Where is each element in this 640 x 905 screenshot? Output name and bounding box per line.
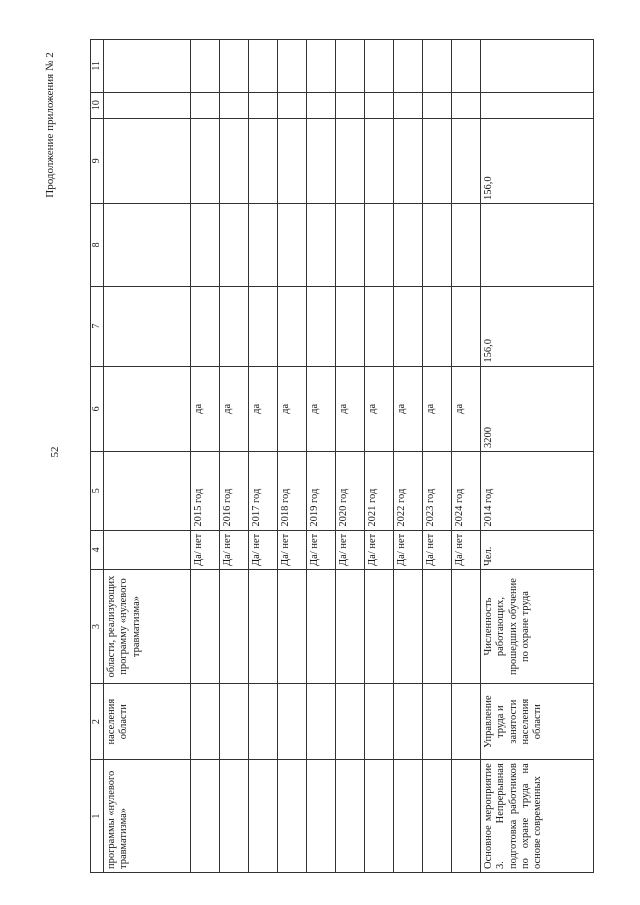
table-cell [277, 92, 306, 118]
column-header-4: 4 [91, 530, 104, 569]
table-cell [422, 286, 451, 366]
table-cell [335, 40, 364, 93]
table-row [335, 40, 364, 873]
table-cell: 156,0 [480, 286, 593, 366]
table-cell [480, 40, 593, 93]
table-cell [219, 204, 248, 287]
table-cell: да [190, 366, 219, 451]
table-cell [393, 569, 422, 683]
table-body [103, 40, 593, 873]
table-cell [480, 204, 593, 287]
table-cell [190, 40, 219, 93]
rotated-table-area [90, 39, 594, 873]
table-cell [219, 118, 248, 203]
table-cell [103, 204, 190, 287]
table-cell [103, 366, 190, 451]
table-cell: да [364, 366, 393, 451]
table-container [90, 39, 594, 873]
table-cell [277, 569, 306, 683]
table-cell [480, 92, 593, 118]
table-row [451, 40, 480, 873]
table-cell: Да/ нет [248, 530, 277, 569]
table-cell [451, 204, 480, 287]
table-cell [103, 118, 190, 203]
table-cell [335, 684, 364, 760]
table-row [219, 40, 248, 873]
table-cell [219, 286, 248, 366]
table-cell [393, 684, 422, 760]
table-header [91, 40, 104, 873]
table-cell [451, 92, 480, 118]
table-cell [248, 684, 277, 760]
table-cell: Да/ нет [335, 530, 364, 569]
table-cell: Да/ нет [451, 530, 480, 569]
table-cell [190, 286, 219, 366]
column-header-3: 3 [91, 569, 104, 683]
table-cell [422, 92, 451, 118]
table-row [190, 40, 219, 873]
table-cell [190, 92, 219, 118]
table-cell [422, 569, 451, 683]
table-cell [248, 118, 277, 203]
table-cell: да [393, 366, 422, 451]
table-cell [364, 118, 393, 203]
table-cell: Чел. [480, 530, 593, 569]
table-cell: 3200 [480, 366, 593, 451]
table-cell [219, 92, 248, 118]
table-cell: 2021 год [364, 451, 393, 530]
table-cell [451, 286, 480, 366]
table-cell [248, 204, 277, 287]
table-cell [306, 569, 335, 683]
table-cell: Да/ нет [277, 530, 306, 569]
table-cell [451, 569, 480, 683]
table-cell: да [451, 366, 480, 451]
table-row [393, 40, 422, 873]
table-row [364, 40, 393, 873]
table-cell [393, 286, 422, 366]
table-cell: да [335, 366, 364, 451]
table-cell: Управление труда и занятости населения области [480, 684, 593, 760]
table-cell [277, 118, 306, 203]
table-cell [248, 569, 277, 683]
table-cell: Да/ нет [393, 530, 422, 569]
table-row [277, 40, 306, 873]
table-cell: да [277, 366, 306, 451]
table-cell [306, 286, 335, 366]
table-cell: населения области [103, 684, 190, 760]
table-cell [393, 204, 422, 287]
table-cell [248, 286, 277, 366]
table-cell [190, 684, 219, 760]
table-cell [364, 40, 393, 93]
table-cell [364, 92, 393, 118]
page-number: 52 [49, 446, 61, 458]
table-row [480, 40, 593, 873]
table-cell [364, 684, 393, 760]
column-header-5: 5 [91, 451, 104, 530]
table-cell [248, 92, 277, 118]
table-cell: 2020 год [335, 451, 364, 530]
table-cell [190, 118, 219, 203]
table-cell [219, 40, 248, 93]
table-cell [277, 286, 306, 366]
table-cell [393, 118, 422, 203]
table-row [306, 40, 335, 873]
table-cell: области, реализующих программу «нулевого травматизма» [103, 569, 190, 683]
table-cell [219, 569, 248, 683]
table-cell: Да/ нет [422, 530, 451, 569]
table-cell [451, 684, 480, 760]
table-row [248, 40, 277, 873]
table-cell: 2014 год [480, 451, 593, 530]
table-cell [190, 760, 219, 873]
table-cell: 2015 год [190, 451, 219, 530]
table-cell [335, 118, 364, 203]
table-cell: да [306, 366, 335, 451]
table-cell [219, 684, 248, 760]
table-cell: 2024 год [451, 451, 480, 530]
table-cell: 2019 год [306, 451, 335, 530]
table-cell [335, 569, 364, 683]
table-cell [364, 760, 393, 873]
column-header-10: 10 [91, 92, 104, 118]
table-cell: Численность работающих, прошедших обучение по охране труда [480, 569, 593, 683]
table-cell [277, 684, 306, 760]
table-cell: 2018 год [277, 451, 306, 530]
table-row [422, 40, 451, 873]
table-cell [103, 530, 190, 569]
table-cell [219, 760, 248, 873]
table-cell [306, 40, 335, 93]
table-cell: программы «нулевого травматизма» [103, 760, 190, 873]
table-cell [364, 204, 393, 287]
table-cell [364, 569, 393, 683]
table-cell [103, 92, 190, 118]
column-header-1: 1 [91, 760, 104, 873]
column-header-11: 11 [91, 40, 104, 93]
table-cell [190, 204, 219, 287]
table-cell [422, 760, 451, 873]
table-cell [364, 286, 393, 366]
column-header-9: 9 [91, 118, 104, 203]
table-cell [335, 204, 364, 287]
table-cell [422, 118, 451, 203]
table-cell: 2023 год [422, 451, 451, 530]
table-cell: Да/ нет [219, 530, 248, 569]
table-cell [306, 204, 335, 287]
appendix-caption: Продолжение приложения № 2 [44, 52, 56, 198]
table-cell [393, 40, 422, 93]
table-cell: 156,0 [480, 118, 593, 203]
column-header-8: 8 [91, 204, 104, 287]
table-cell [422, 684, 451, 760]
table-cell: 2022 год [393, 451, 422, 530]
table-cell: Да/ нет [306, 530, 335, 569]
column-header-2: 2 [91, 684, 104, 760]
table-cell: да [422, 366, 451, 451]
table-row [103, 40, 190, 873]
table-cell [306, 92, 335, 118]
column-header-6: 6 [91, 366, 104, 451]
table-cell [248, 40, 277, 93]
table-cell [335, 92, 364, 118]
table-cell [103, 286, 190, 366]
table-cell [103, 451, 190, 530]
table-cell [335, 760, 364, 873]
table-cell [306, 760, 335, 873]
table-cell [422, 204, 451, 287]
table-cell [277, 204, 306, 287]
table-cell [190, 569, 219, 683]
data-table [90, 39, 594, 873]
column-header-7: 7 [91, 286, 104, 366]
table-cell [306, 684, 335, 760]
table-cell [393, 92, 422, 118]
table-cell [306, 118, 335, 203]
table-cell: Да/ нет [190, 530, 219, 569]
table-cell: 2017 год [248, 451, 277, 530]
table-cell: да [219, 366, 248, 451]
table-cell [451, 118, 480, 203]
table-cell [422, 40, 451, 93]
table-cell [451, 40, 480, 93]
table-cell: Да/ нет [364, 530, 393, 569]
table-cell [103, 40, 190, 93]
table-cell [277, 40, 306, 93]
table-cell [248, 760, 277, 873]
table-cell: да [248, 366, 277, 451]
table-cell: Основное мероприятие 3. Непрерывная подготовка работников по охране труда на основе современных [480, 760, 593, 873]
table-cell [393, 760, 422, 873]
table-cell [335, 286, 364, 366]
table-cell [451, 760, 480, 873]
table-cell: 2016 год [219, 451, 248, 530]
table-cell [277, 760, 306, 873]
